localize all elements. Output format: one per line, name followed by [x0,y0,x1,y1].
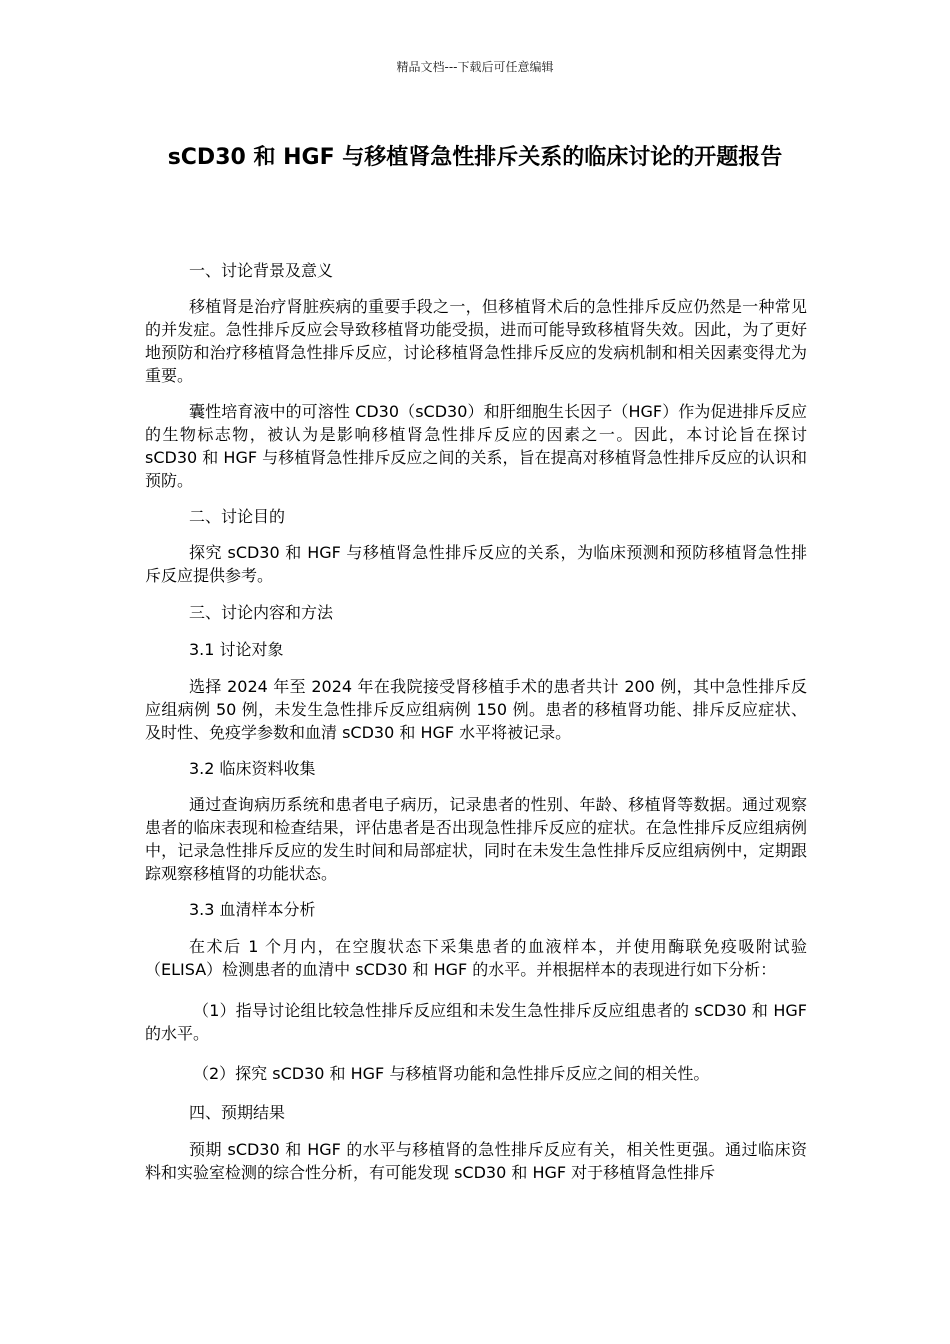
subsection-heading-serum-analysis: 3.3 血清样本分析 [189,900,316,919]
section-heading-purpose: 二、讨论目的 [189,507,286,526]
paragraph-subjects: 选择 2024 年至 2024 年在我院接受肾移植手术的患者共计 200 例，其中急性排斥反应组病例 50 例，未发生急性排斥反应组病例 150 例。患者的移植肾功能、排斥反应症状、及时性、免疫学参数和血清 sCD30 和 HGF 水平将被记录。 [145,677,807,742]
paragraph-data-collection: 通过查询病历系统和患者电子病历，记录患者的性别、年龄、移植肾等数据。通过观察患者的临床表现和检查结果，评估患者是否出现急性排斥反应的症状。在急性排斥反应组病例中，记录急性排斥反应的发生时间和局部症状，同时在未发生急性排斥反应组病例中，定期跟踪观察移植肾的功能状态。 [145,795,807,883]
page-header: 精品文档---下载后可任意编辑 [396,60,554,74]
subsection-heading-subjects: 3.1 讨论对象 [189,640,284,659]
section-heading-expected-results: 四、预期结果 [189,1103,286,1122]
document-title: sCD30 和 HGF 与移植肾急性排斥关系的临床讨论的开题报告 [167,145,783,170]
subsection-heading-data-collection: 3.2 临床资料收集 [189,759,316,778]
paragraph-background-1: 移植肾是治疗肾脏疾病的重要手段之一，但移植肾术后的急性排斥反应仍然是一种常见的并发症。急性排斥反应会导致移植肾功能受损，进而可能导致移植肾失效。因此，为了更好地预防和治疗移植肾急性排斥反应，讨论移植肾急性排斥反应的发病机制和相关因素变得尤为重要。 [145,297,807,385]
paragraph-purpose: 探究 sCD30 和 HGF 与移植肾急性排斥反应的关系，为临床预测和预防移植肾急性排斥反应提供参考。 [145,543,807,585]
list-item-analysis-2: （2）探究 sCD30 和 HGF 与移植肾功能和急性排斥反应之间的相关性。 [193,1064,710,1083]
paragraph-expected-results: 预期 sCD30 和 HGF 的水平与移植肾的急性排斥反应有关，相关性更强。通过临床资料和实验室检测的综合性分析，有可能发现 sCD30 和 HGF 对于移植肾急性排斥 [145,1140,807,1182]
section-heading-methods: 三、讨论内容和方法 [189,603,334,622]
document-body [145,259,807,1184]
list-item-analysis-1: （1）指导讨论组比较急性排斥反应组和未发生急性排斥反应组患者的 sCD30 和 HGF 的水平。 [145,1001,807,1043]
paragraph-background-2: 囊性培育液中的可溶性 CD30（sCD30）和肝细胞生长因子（HGF）作为促进排斥反应的生物标志物，被认为是影响移植肾急性排斥反应的因素之一。因此，本讨论旨在探讨 sCD30 和 HGF 与移植肾急性排斥反应之间的关系，旨在提高对移植肾急性排斥反应的认识和预防。 [145,402,807,490]
section-heading-background: 一、讨论背景及意义 [189,261,334,280]
paragraph-serum-analysis: 在术后 1 个月内，在空腹状态下采集患者的血液样本，并使用酶联免疫吸附试验（ELISA）检测患者的血清中 sCD30 和 HGF 的水平。并根据样本的表现进行如下分析： [145,937,807,979]
